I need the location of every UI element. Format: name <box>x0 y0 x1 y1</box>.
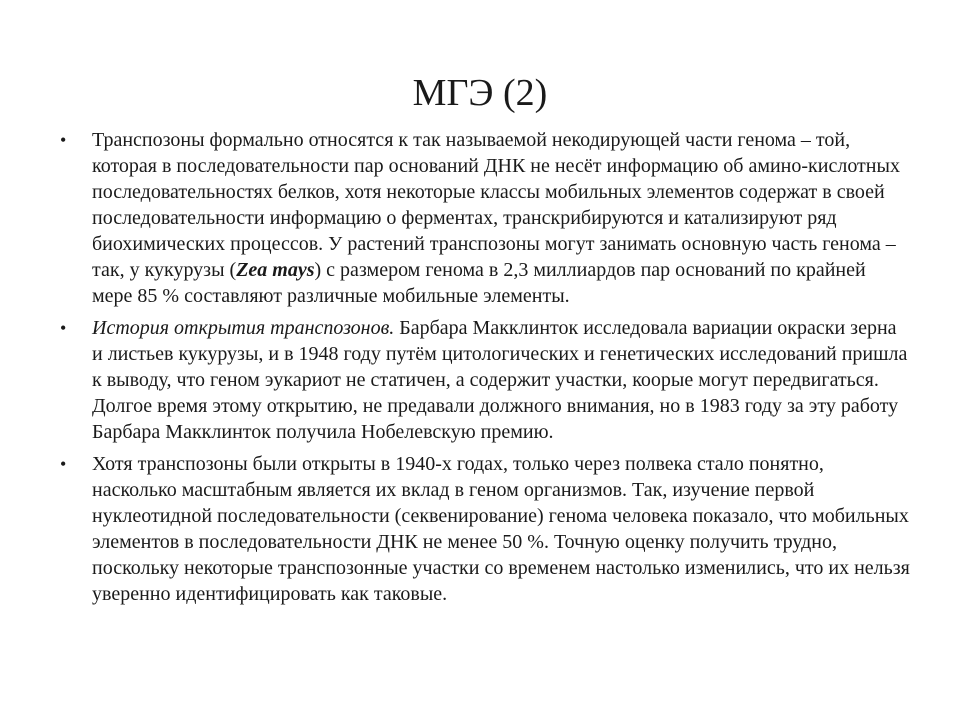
bullet-1-text-before: Транспозоны формально относятся к так называемой некодирующей части генома – той, которая в последовательности пар оснований ДНК не несёт информацию об амино-кислотных последовательностях белков, хотя некоторые классы мобильных элементов содержат в своей последовательности информацию о ферментах, транскрибируются и катализируют ряд биохимических процессов. У растений транспозоны могут занимать основную часть генома – так, у кукурузы ( <box>92 129 900 281</box>
bullet-icon: • <box>60 318 67 338</box>
bullet-icon: • <box>60 454 67 474</box>
bullet-item-1 <box>60 127 910 309</box>
bullet-item-3 <box>60 451 910 607</box>
bullet-2-text: Барбара Макклинток исследовала вариации окраски зерна и листьев кукурузы, и в 1948 году путём цитологических и генетических исследований пришла к выводу, что геном эукариот не статичен, а содержит участки, коорые могут передвигаться. Долгое время этому открытию, не предавали должного внимания, но в 1983 году за эту работу Барбара Макклинток получила Нобелевскую премию. <box>92 317 908 443</box>
slide-title: МГЭ (2) <box>412 72 548 114</box>
bullet-1-text-after: ) с размером генома в 2,3 миллиардов пар оснований по крайней мере 85 % составляют различные мобильные элементы. <box>92 259 866 307</box>
bullet-list <box>60 127 910 613</box>
bullet-3-text: Хотя транспозоны были открыты в 1940-х годах, только через полвека стало понятно, насколько масштабным является их вклад в геном организмов. Так, изучение первой нуклеотидной последовательности (секвенирование) генома человека показало, что мобильных элементов в последовательности ДНК не менее 50 %. Точную оценку получить трудно, поскольку некоторые транспозонные участки со временем настолько изменились, что их нельзя уверенно идентифицировать как таковые. <box>92 453 910 605</box>
bullet-2-lead: История открытия транспозонов. <box>92 317 395 339</box>
bullet-item-2 <box>60 315 910 445</box>
bullet-icon: • <box>60 130 67 150</box>
species-name: Zea mays <box>236 259 315 281</box>
